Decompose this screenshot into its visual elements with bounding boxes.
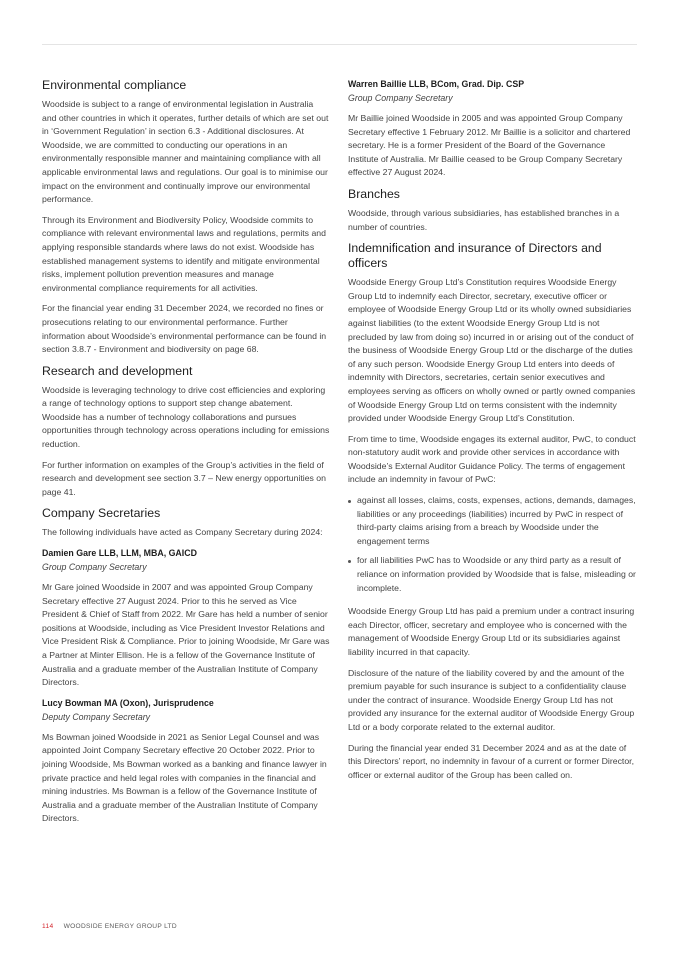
section-heading: Research and development [42, 363, 193, 378]
paragraph: Through its Environment and Biodiversity Policy, Woodside commits to compliance with relevant environmental laws and regulations, permits and applying responsible standards where laws do not exist. Woodside has established management systems to identify and mitigate environmental risks, implement pollution prevention measures and manage environmental compliance requirements for all activities. [42, 214, 326, 293]
baillie-profile [348, 78, 636, 180]
company-secretaries-section [42, 506, 330, 826]
page-footer [42, 923, 177, 930]
section-heading: Company Secretaries [42, 506, 161, 521]
paragraph: Woodside, through various subsidiaries, has established branches in a number of countries. [348, 207, 620, 232]
person-name: Damien Gare LLB, LLM, MBA, GAICD [42, 548, 197, 559]
environmental-compliance-section [42, 78, 330, 357]
branches-section [348, 187, 636, 234]
paragraph: During the financial year ended 31 December 2024 and as at the date of this Directors’ report, no indemnity in favour of a current or former Director, officer or external auditor of the Group has been called on. [348, 742, 634, 780]
person-bio: Ms Bowman joined Woodside in 2021 as Senior Legal Counsel and was appointed Joint Company Secretary effective 20 October 2022. Prior to joining Woodside, Ms Bowman worked as a banking and finance lawyer in private practice and held legal roles with companies in the financial and mining industries. Ms Bowman is a fellow of the Governance Institute of Australia and a graduate member of the Australian Institute of Company Directors. [42, 731, 327, 824]
section-heading: Environmental compliance [42, 78, 187, 92]
header-divider [42, 44, 637, 45]
company-name: WOODSIDE ENERGY GROUP LTD [63, 923, 177, 930]
person-role: Group Company Secretary [348, 93, 453, 103]
person-name: Warren Baillie LLB, BCom, Grad. Dip. CSP [348, 79, 525, 89]
paragraph: The following individuals have acted as Company Secretary during 2024: [42, 527, 323, 538]
paragraph: Disclosure of the nature of the liability covered by and the amount of the premium payable for such insurance is subject to a confidentiality clause under the contract of insurance. Woodside Energy Group Ltd has not provided any insurance for the external auditor of Woodside Energy Group Ltd or a body corporate related to the external auditor. [348, 667, 635, 732]
paragraph: Woodside Energy Group Ltd’s Constitution requires Woodside Energy Group Ltd to indemnify each Director, secretary, executive officer or employee of Woodside Energy Group Ltd or its wholly owned subsidiaries against liabilities (to the extent Woodside Energy Group Ltd is not precluded by law from doing so) incurred in or arising out of the conduct of the business of Woodside Energy Group Ltd or the discharge of the duties of any such person. Woodside Energy Group Ltd enters into deeds of indemnity with Directors, secretaries, certain senior executives and employees serving as officers on wholly owned or partly owned companies of Woodside Energy Group Ltd on terms consistent with the indemnity provided under Woodside Energy Group Ltd’s Constitution. [348, 277, 636, 424]
research-development-section [42, 364, 330, 500]
paragraph: For the financial year ending 31 December 2024, we recorded no fines or prosecutions relating to our environmental performance. Further information about Woodside’s environmental performance can be found in section 3.8.7 - Environment and biodiversity on page 68. [42, 303, 327, 355]
paragraph: Woodside Energy Group Ltd has paid a premium under a contract insuring each Director, officer, secretary and employee who is concerned with the management of Woodside Energy Group Ltd or its subsidiaries against liability incurred in that capacity. [348, 606, 635, 657]
list-item: against all losses, claims, costs, expenses, actions, demands, damages, liabilities or any proceedings (liabilities) incurred by PwC in respect of third-party claims arising from a breach by Woodside under the engagement terms [348, 494, 636, 548]
bullet-list [348, 494, 636, 595]
person-role: Group Company Secretary [42, 562, 147, 573]
paragraph: For further information on examples of the Group’s activities in the field of research and development see section 3.7 – New energy opportunities on page 41. [42, 459, 326, 497]
person-bio: Mr Gare joined Woodside in 2007 and was appointed Group Company Secretary effective 27 August 2024. Prior to this he served as Vice President & Chief of Staff from 2022. Mr Gare has held a number of senior positions at Woodside, including as Vice President Investor Relations and Vice President Risk & Compliance. Prior to joining Woodside, Mr Gare was a Partner at Minter Ellison. He is a fellow of the Governance Institute of Australia and a graduate member of the Australian Institute of Company Directors. [42, 582, 330, 688]
section-heading: Branches [348, 186, 400, 201]
paragraph: From time to time, Woodside engages its external auditor, PwC, to conduct non-statutory audit work and provide other services in accordance with Woodside’s External Auditor Guidance Policy. The terms of engagement include an indemnity in favour of PwC: [348, 433, 636, 485]
right-column [348, 78, 636, 789]
person-role: Deputy Company Secretary [42, 711, 151, 722]
page-number: 114 [42, 923, 54, 930]
list-item: for all liabilities PwC has to Woodside or any third party as a result of reliance on information provided by Woodside that is false, misleading or incomplete. [348, 554, 636, 595]
section-heading: Indemnification and insurance of Directors and officers [348, 241, 602, 271]
person-bio: Mr Baillie joined Woodside in 2005 and was appointed Group Company Secretary effective 1 February 2012. Mr Baillie is a solicitor and chartered secretary. He is a former President of the Board of the Governance Institute of Australia. Mr Baillie ceased to be Group Company Secretary effective 27 August 2024. [348, 113, 631, 178]
paragraph: Woodside is subject to a range of environmental legislation in Australia and other countries in which it operates, further details of which are set out in ‘Government Regulation’ in section 6.3 - Additional disclosures. At Woodside, we are committed to conducting our operations in an environmentally responsible manner and maintaining compliance with all applicable environmental laws and regulations. Our goal is to minimise our impact on the environment and continually improve our environmental performance. [42, 99, 329, 205]
person-name: Lucy Bowman MA (Oxon), Jurisprudence [42, 697, 214, 708]
paragraph: Woodside is leveraging technology to drive cost efficiencies and exploring a range of technology options to support step change abatement. Woodside has a number of technology collaborations and pursues opportunities through technology across operations including for emissions reduction. [42, 384, 330, 450]
left-column [42, 78, 330, 833]
indemnification-section [348, 241, 636, 782]
